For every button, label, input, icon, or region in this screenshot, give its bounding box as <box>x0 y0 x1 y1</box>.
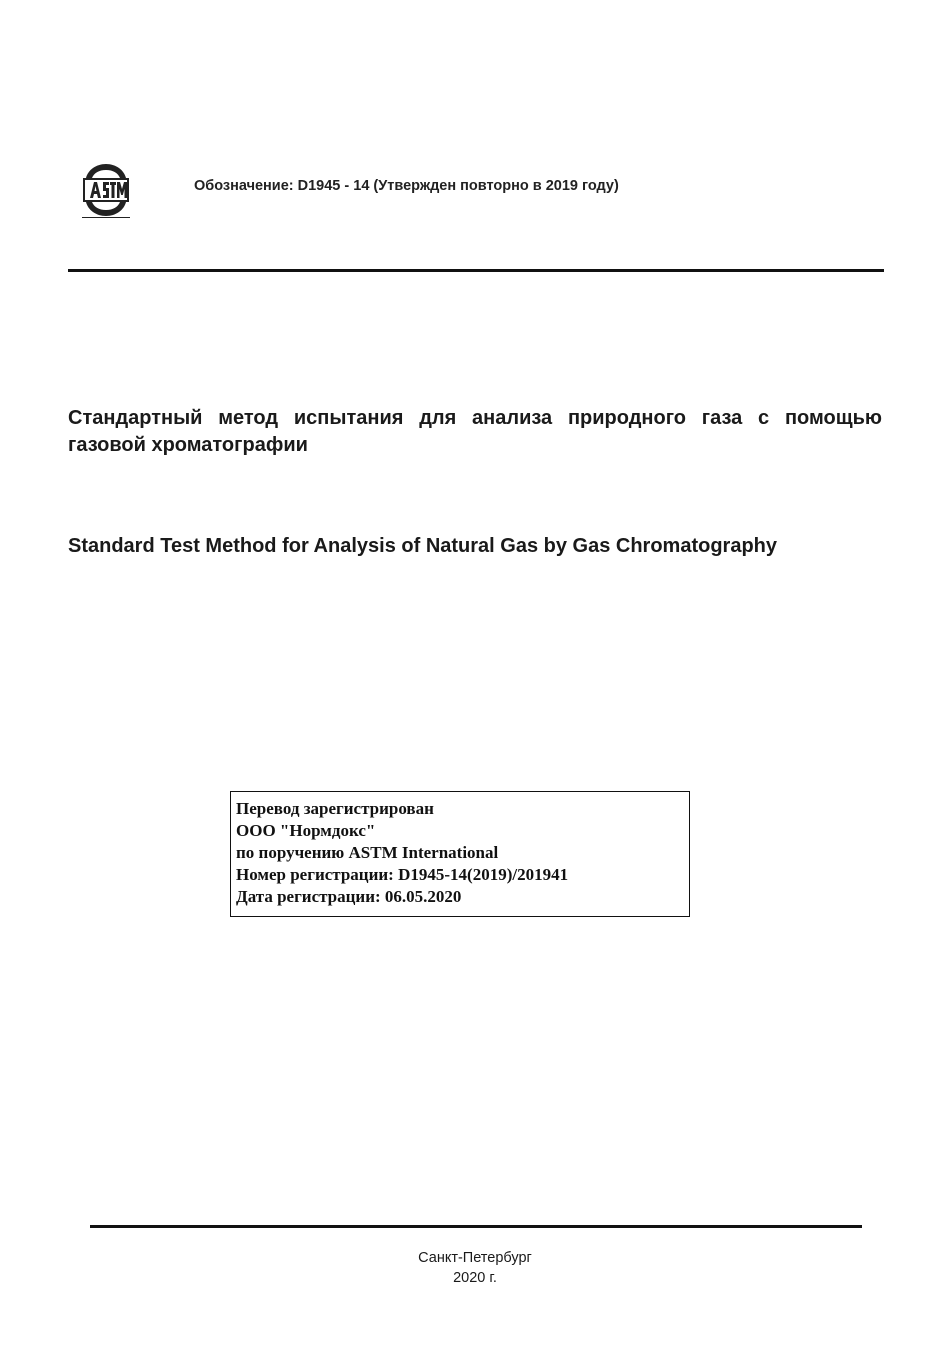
document-designation: Обозначение: D1945 - 14 (Утвержден повторно в 2019 году) <box>194 178 619 194</box>
footer-city: Санкт-Петербург <box>418 1250 532 1266</box>
registration-commission: по поручению ASTM International <box>236 843 499 862</box>
registration-company: ООО "Нормдокс" <box>236 821 376 840</box>
english-title: Standard Test Method for Analysis of Natural Gas by Gas Chromatography <box>68 535 778 557</box>
header-divider <box>68 269 884 272</box>
registration-date: Дата регистрации: 06.05.2020 <box>236 887 462 906</box>
registration-box <box>230 791 690 917</box>
footer-year: 2020 г. <box>453 1270 497 1286</box>
astm-international-logo-icon <box>78 162 134 222</box>
russian-title: Стандартный метод испытания для анализа природного газа с помощью газовой хроматографии <box>68 407 882 456</box>
footer-divider <box>90 1225 862 1228</box>
registration-number: Номер регистрации: D1945-14(2019)/201941 <box>236 865 569 884</box>
registration-line: Перевод зарегистрирован <box>236 799 434 818</box>
